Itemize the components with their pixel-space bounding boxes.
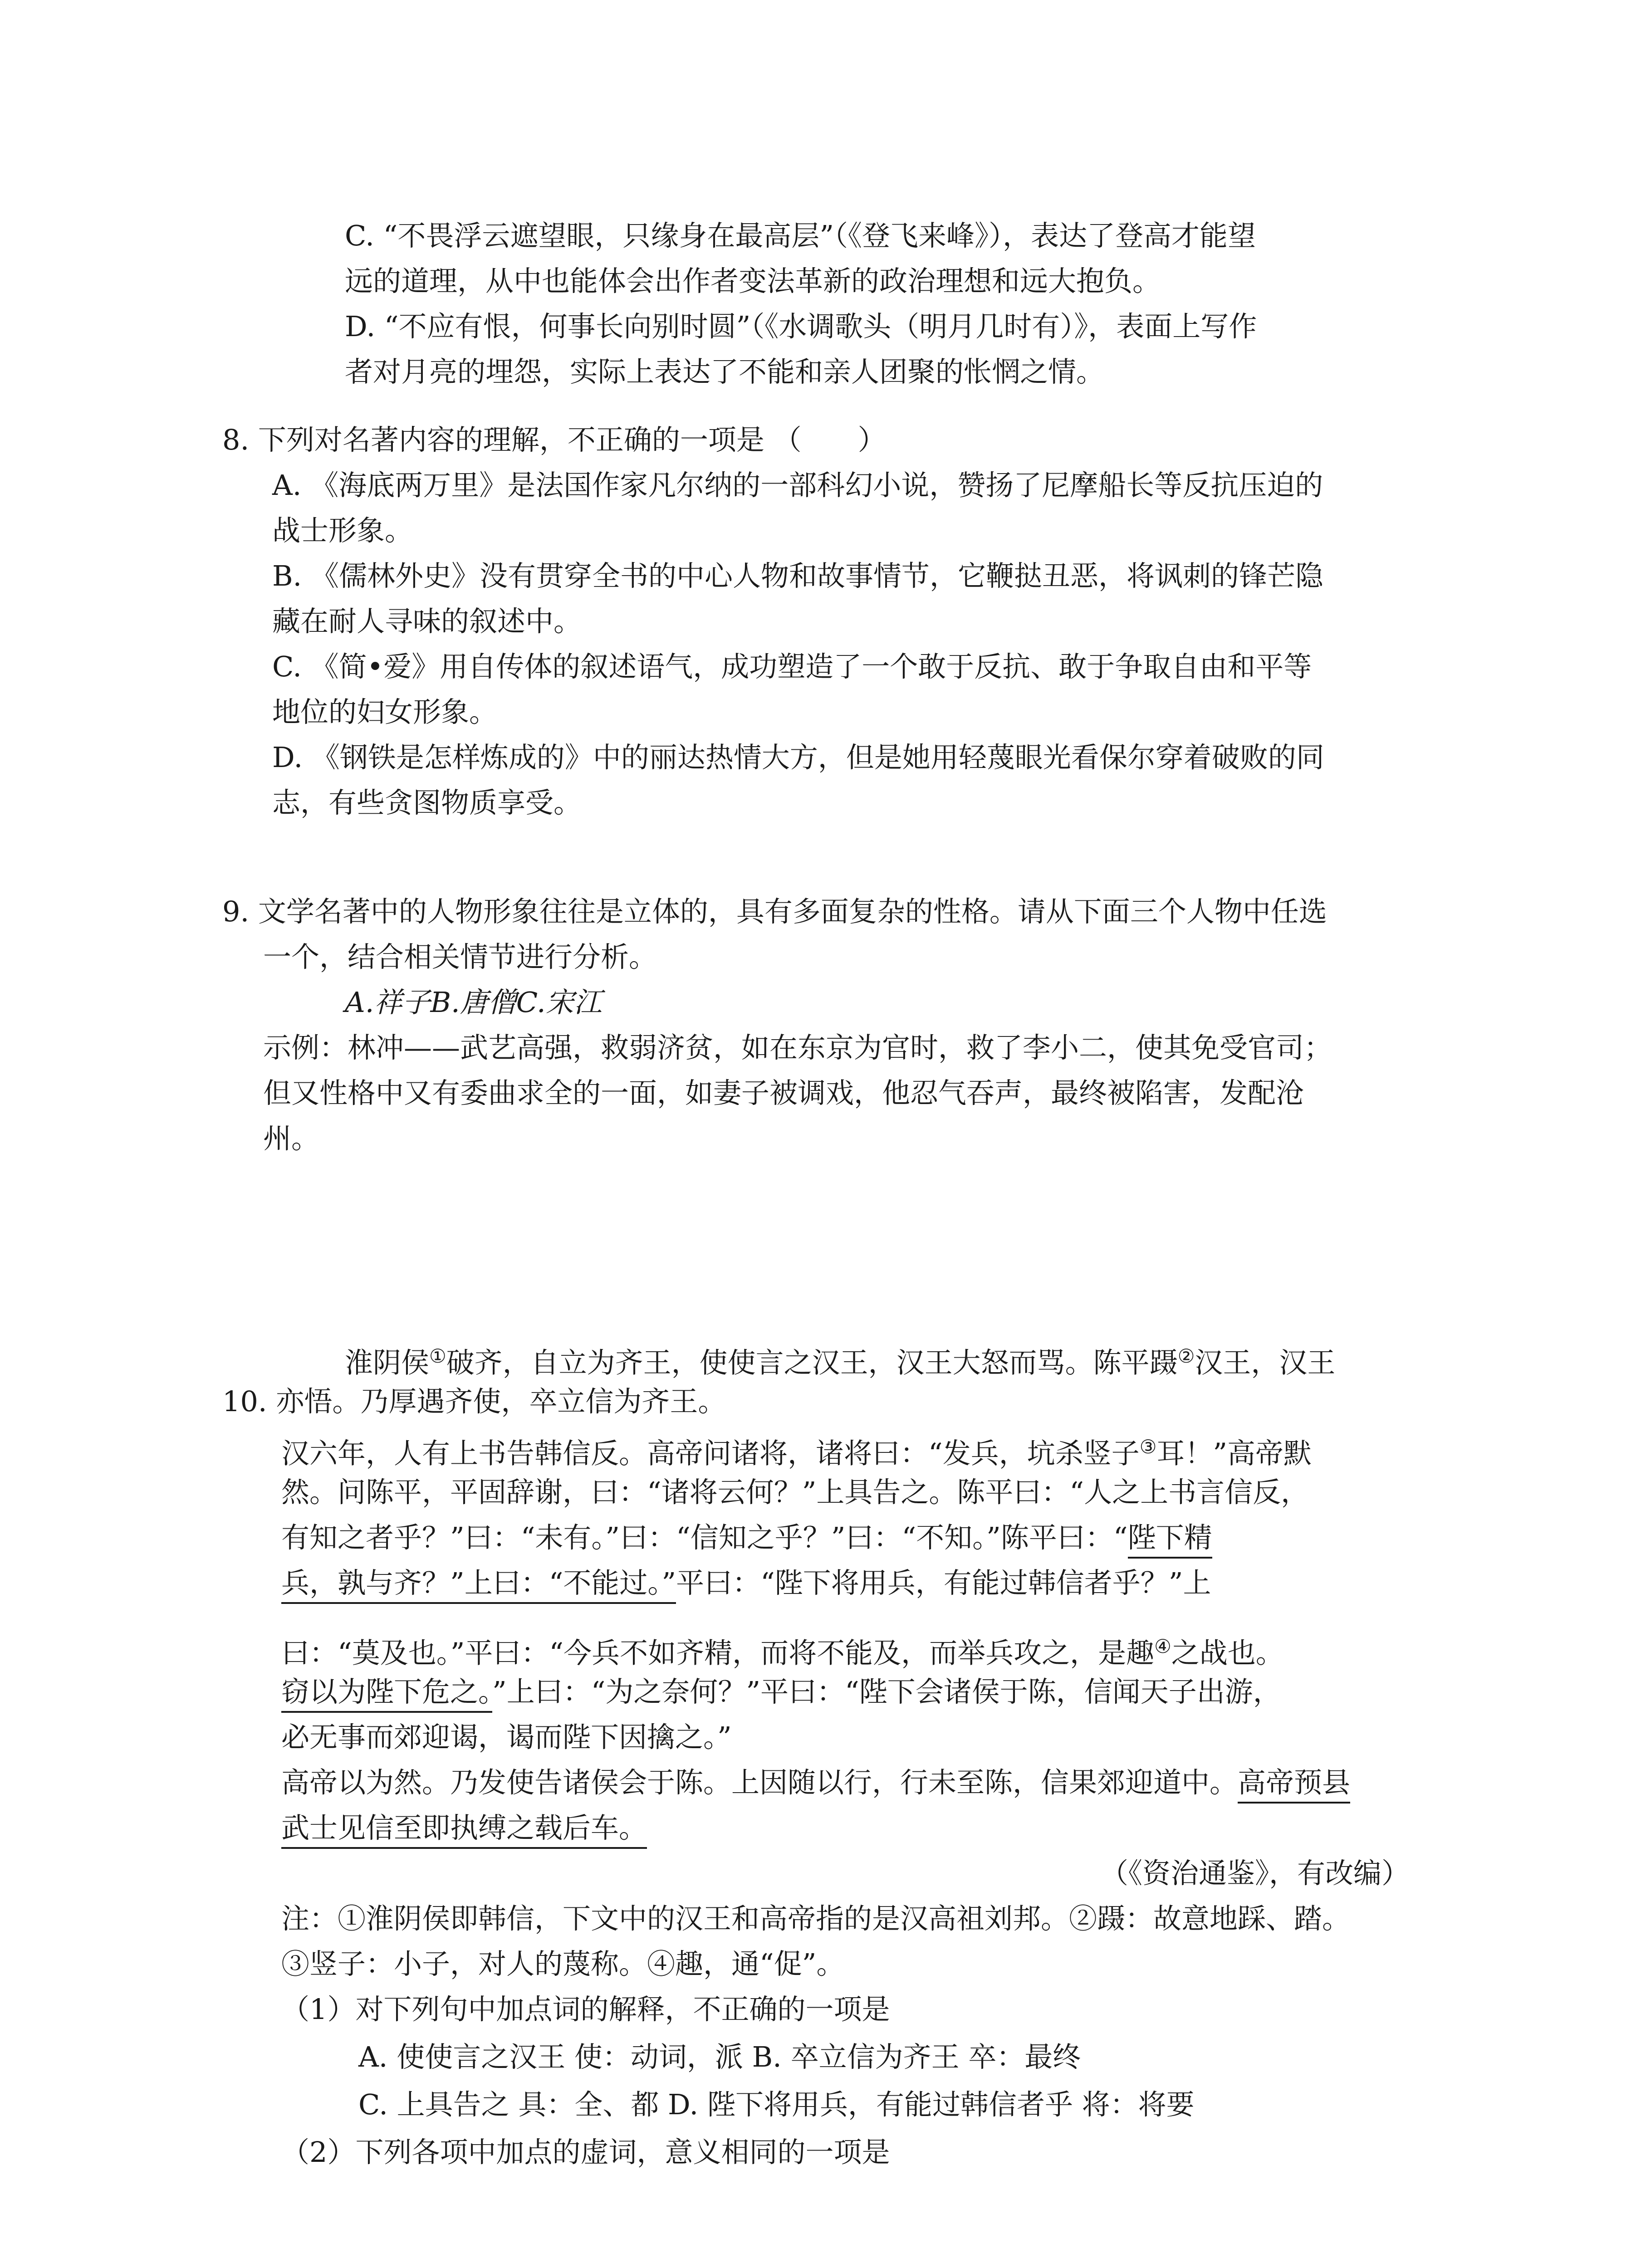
footnote-marker-4: ④ bbox=[1154, 1635, 1171, 1657]
footnote-marker-2: ② bbox=[1177, 1345, 1195, 1367]
q9-choices: A.祥子B.唐僧C.宋江 bbox=[345, 986, 602, 1019]
passage-text: 平曰：“陛下将用兵，有能过韩信者乎？”上 bbox=[676, 1566, 1211, 1599]
q8-stem: 8. 下列对名著内容的理解，不正确的一项是 （ ） bbox=[222, 423, 886, 456]
q8-option-c-line2: 地位的妇女形象。 bbox=[272, 695, 498, 728]
q10-passage-p2-line5 bbox=[281, 1626, 1284, 1674]
q10-subquestion-2: （2）下列各项中加点的虚词，意义相同的一项是 bbox=[281, 2136, 890, 2169]
passage-text: 之战也。 bbox=[1171, 1636, 1284, 1670]
q8-option-d-line1: D. 《钢铁是怎样炼成的》中的丽达热情大方，但是她用轻蔑眼光看保尔穿着破败的同 bbox=[272, 741, 1324, 774]
passage-text: 破齐，自立为齐王，使使言之汉王，汉王大怒而骂。陈平蹑 bbox=[446, 1346, 1178, 1379]
question-number: 10. bbox=[222, 1385, 267, 1418]
q7-option-c-line1: C. “不畏浮云遮望眼，只缘身在最高层”（《登飞来峰》），表达了登高才能望 bbox=[345, 219, 1256, 252]
underlined-sentence: 陛下精 bbox=[1128, 1521, 1212, 1559]
passage-text: 高帝以为然。乃发使告诸侯会于陈。上因随以行，行未至陈，信果郊迎道中。 bbox=[281, 1766, 1238, 1799]
q10-subquestion-1: （1）对下列句中加点词的解释，不正确的一项是 bbox=[281, 1993, 890, 2026]
underlined-sentence: 武士见信至即执缚之载后车。 bbox=[281, 1811, 647, 1849]
q9-example-line2: 但又性格中又有委曲求全的一面，如妻子被调戏，他忍气吞声，最终被陷害，发配沧 bbox=[263, 1076, 1304, 1110]
q10-notes-line1: 注：①淮阴侯即韩信，下文中的汉王和高帝指的是汉高祖刘邦。②蹑：故意地踩、踏。 bbox=[281, 1902, 1351, 1935]
passage-text: 耳！”高帝默 bbox=[1156, 1437, 1312, 1470]
footnote-marker-1: ① bbox=[429, 1345, 446, 1367]
q10-passage-p2-line4 bbox=[281, 1563, 1211, 1603]
underlined-sentence: 兵，孰与齐？”上曰：“不能过。” bbox=[281, 1566, 676, 1604]
passage-text: 汉王，汉王 bbox=[1195, 1346, 1336, 1379]
passage-text: ”上曰：“为之奈何？”平曰：“陛下会诸侯于陈，信闻天子出游， bbox=[492, 1675, 1281, 1708]
q10-source: （《资治通鉴》，有改编） bbox=[1100, 1857, 1410, 1890]
underlined-sentence: 高帝预县 bbox=[1238, 1766, 1350, 1804]
q10-passage-p2-line1 bbox=[281, 1427, 1312, 1474]
q7-option-c-line2: 远的道理，从中也能体会出作者变法革新的政治理想和远大抱负。 bbox=[345, 264, 1161, 298]
passage-text: 有知之者乎？”曰：“未有。”曰：“信知之乎？”曰：“不知。”陈平曰：“ bbox=[281, 1521, 1128, 1554]
passage-text: 曰：“莫及也。”平曰：“今兵不如齐精，而将不能及，而举兵攻之，是趣 bbox=[281, 1636, 1155, 1670]
q10-passage-p2-line3 bbox=[281, 1517, 1212, 1558]
q7-option-d-line2: 者对月亮的埋怨，实际上表达了不能和亲人团聚的怅惘之情。 bbox=[345, 355, 1105, 388]
q10-passage-p1-line2 bbox=[222, 1381, 726, 1422]
q8-option-a-line1: A. 《海底两万里》是法国作家凡尔纳的一部科幻小说，赞扬了尼摩船长等反抗压迫的 bbox=[272, 469, 1323, 502]
q8-option-d-line2: 志，有些贪图物质享受。 bbox=[272, 786, 582, 819]
q8-option-c-line1: C. 《简•爱》用自传体的叙述语气，成功塑造了一个敢于反抗、敢于争取自由和平等 bbox=[272, 650, 1312, 683]
q8-option-a-line2: 战士形象。 bbox=[272, 514, 413, 547]
q10-passage-p2-line6 bbox=[281, 1672, 1281, 1712]
q10-passage-p3-line2 bbox=[281, 1808, 647, 1848]
q10-subquestion-1-options-ab: A. 使使言之汉王 使：动词，派 B. 卒立信为齐王 卒：最终 bbox=[358, 2040, 1081, 2073]
footnote-marker-3: ③ bbox=[1139, 1436, 1157, 1458]
q10-passage-p2-line7: 必无事而郊迎谒，谒而陛下因擒之。” bbox=[281, 1721, 732, 1754]
underlined-sentence: 窃以为陛下危之。 bbox=[281, 1675, 492, 1713]
q9-example-line3: 州。 bbox=[263, 1122, 320, 1155]
q9-stem-line2: 一个，结合相关情节进行分析。 bbox=[263, 940, 657, 973]
passage-text: 淮阴侯 bbox=[345, 1346, 430, 1379]
q8-option-b-line1: B. 《儒林外史》没有贯穿全书的中心人物和故事情节，它鞭挞丑恶，将讽刺的锋芒隐 bbox=[272, 559, 1323, 592]
q10-notes-line2: ③竖子：小子，对人的蔑称。④趣，通“促”。 bbox=[281, 1947, 845, 1980]
q10-subquestion-1-options-cd: C. 上具告之 具：全、都 D. 陛下将用兵，有能过韩信者乎 将：将要 bbox=[358, 2088, 1195, 2121]
passage-text: 亦悟。乃厚遇齐使，卒立信为齐王。 bbox=[276, 1385, 726, 1418]
q9-stem-line1: 9. 文学名著中的人物形象往往是立体的，具有多面复杂的性格。请从下面三个人物中任选 bbox=[222, 895, 1327, 928]
passage-text: 汉六年，人有上书告韩信反。高帝问诸将，诸将曰：“发兵，坑杀竖子 bbox=[281, 1437, 1140, 1470]
q8-option-b-line2: 藏在耐人寻味的叙述中。 bbox=[272, 605, 582, 638]
q9-example-line1: 示例：林冲——武艺高强，救弱济贫，如在东京为官时，救了李小二，使其免受官司； bbox=[263, 1031, 1332, 1064]
q10-passage-p2-line2: 然。问陈平，平固辞谢，曰：“诸将云何？”上具告之。陈平曰：“人之上书言信反， bbox=[281, 1476, 1309, 1509]
q10-passage-p3-line1 bbox=[281, 1762, 1350, 1803]
q7-option-d-line1: D. “不应有恨，何事长向别时圆”（《水调歌头（明月几时有）》，表面上写作 bbox=[345, 310, 1257, 343]
q10-passage-p1-line1 bbox=[345, 1336, 1335, 1383]
